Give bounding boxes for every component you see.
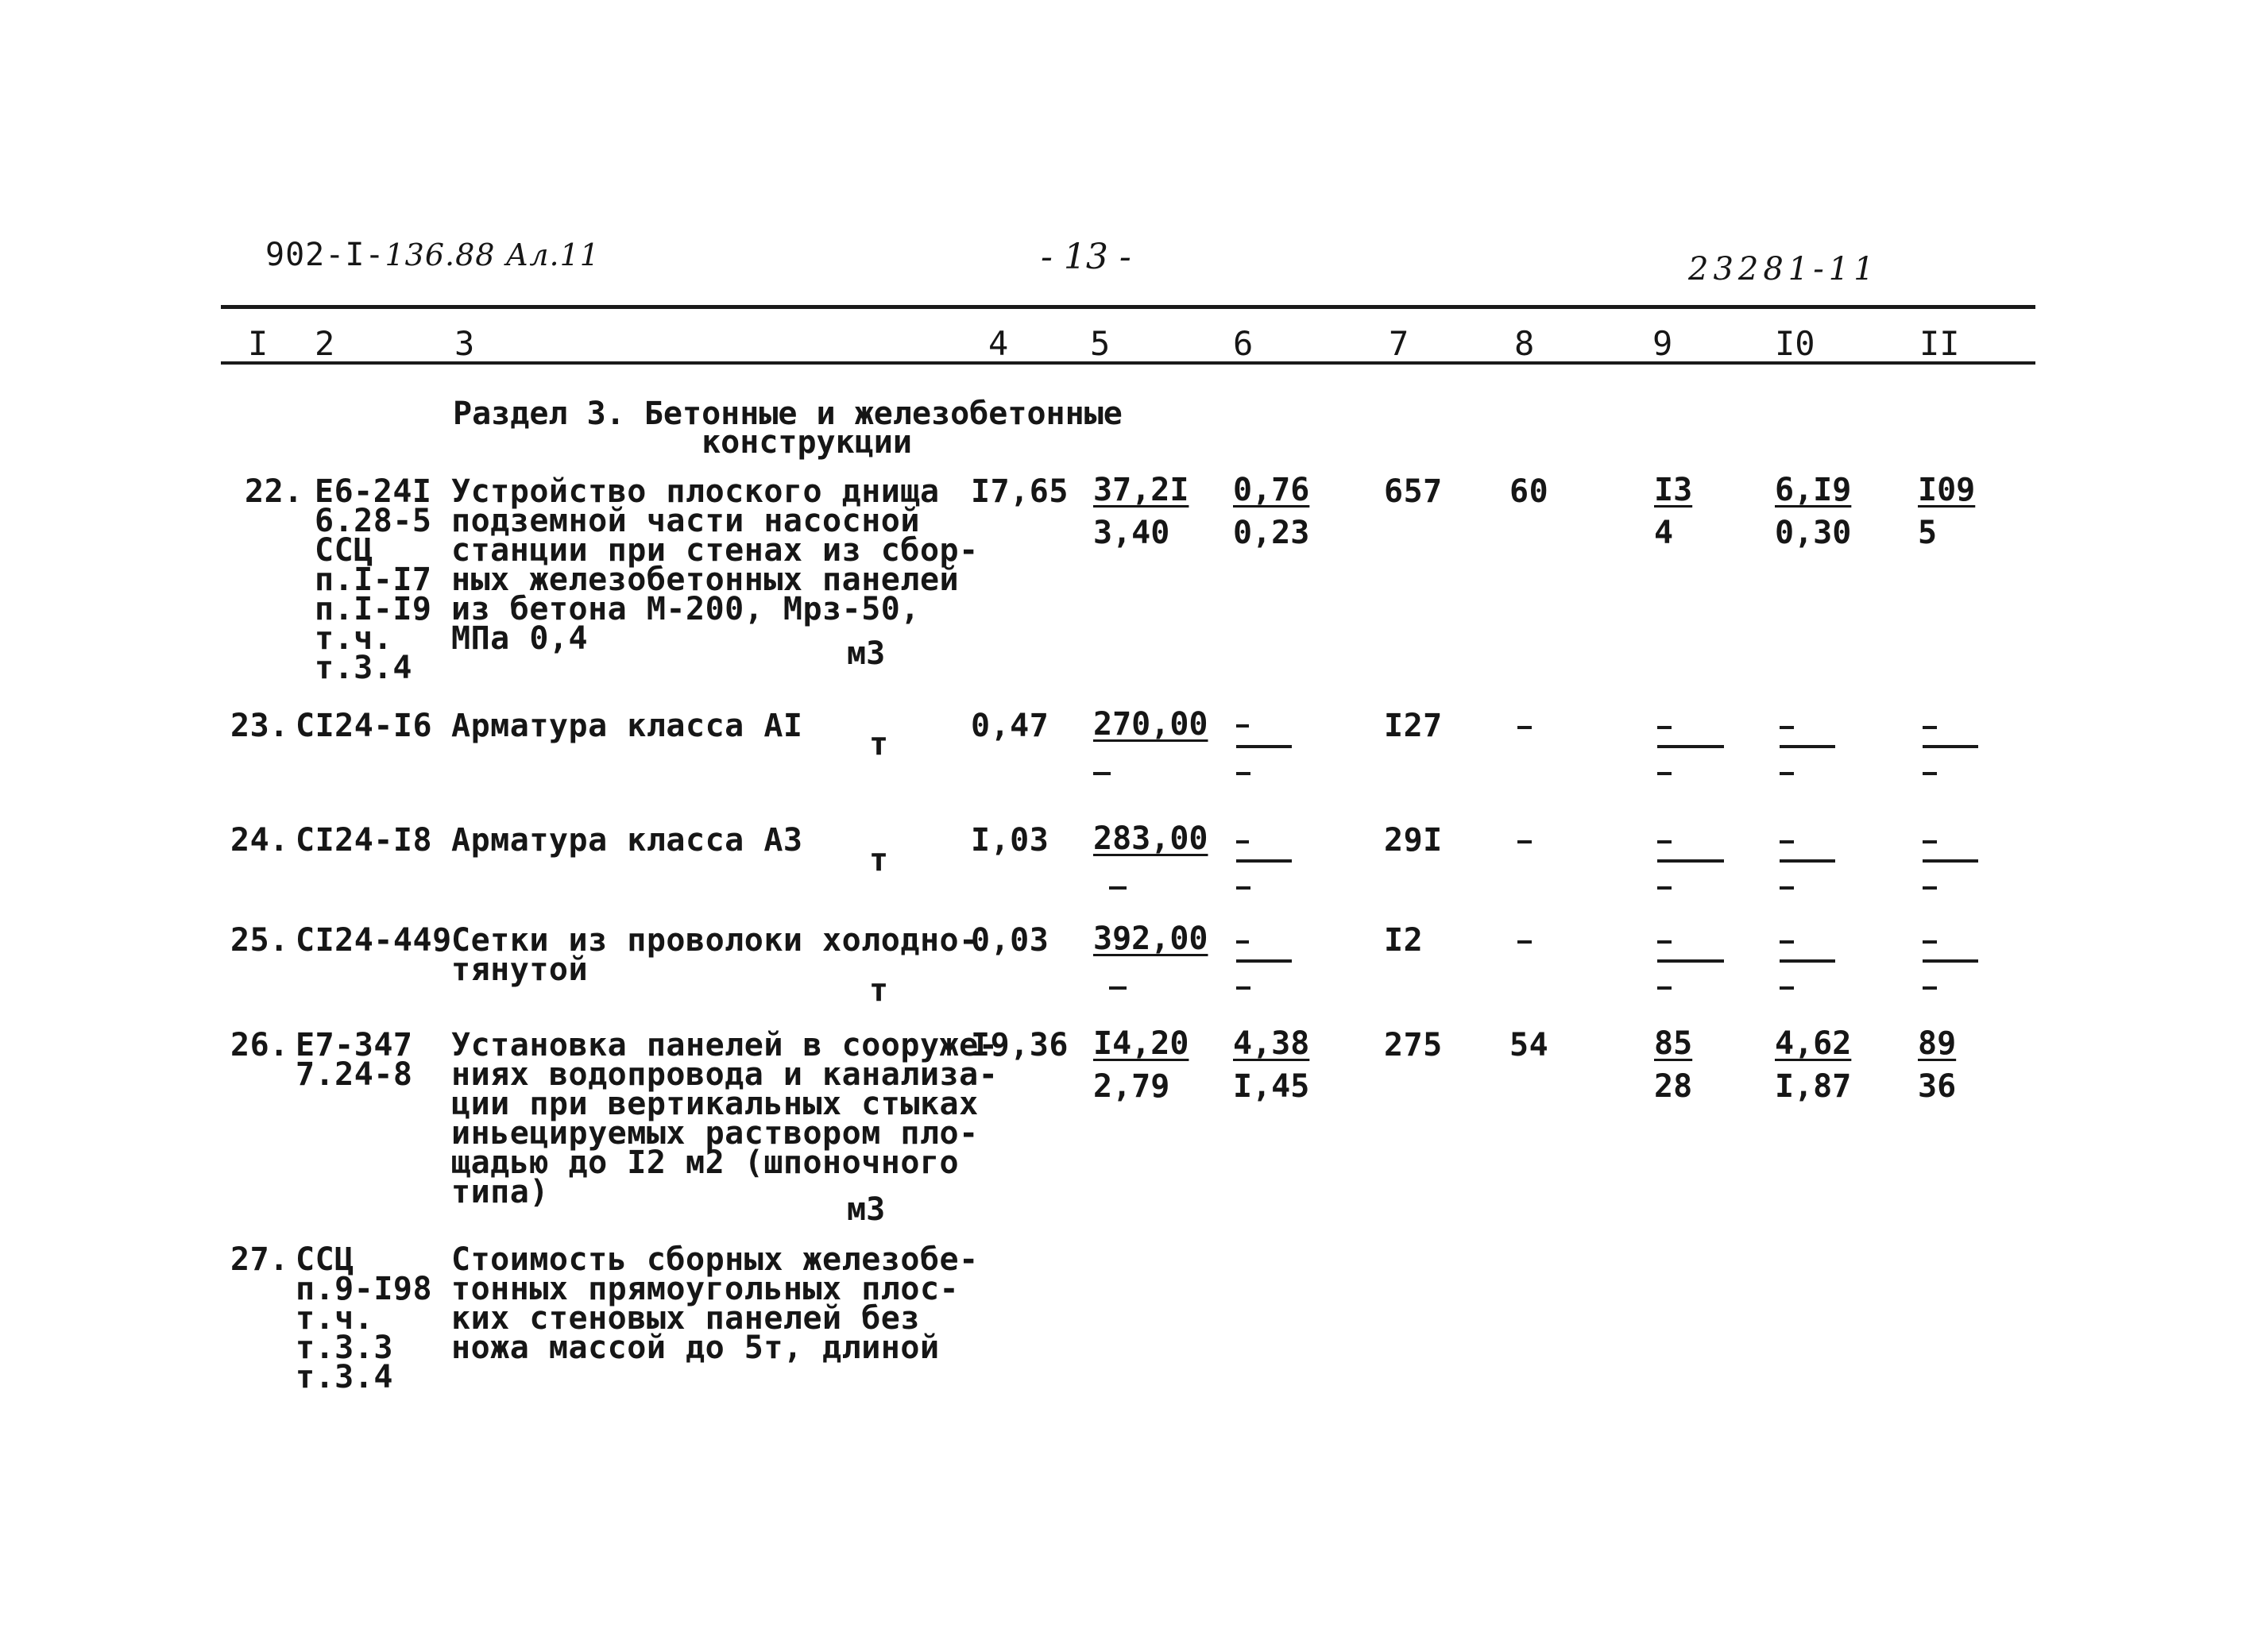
row-code: ССЦ п.9-I98 т.ч. т.3.3 т.3.4 [296,1241,433,1395]
row-code: СI24-I6 [296,708,433,744]
dash-mark [1780,959,1835,963]
cell-col5: 283,00 [1093,820,1208,857]
column-header-5: 5 [1090,324,1111,363]
column-header-1: I [248,324,269,363]
cell-col5: 270,00 [1093,706,1208,743]
cell-col9: $\frac{85}{28}$ [1654,1025,1693,1105]
cell-col11: $\frac{89}{36}$ [1918,1025,1957,1105]
row-number: 22. [245,473,303,510]
dash-mark [1517,726,1532,729]
dash-mark [1657,745,1724,748]
cell-col5: $\frac{37,2I}{3,40}$ [1093,472,1189,551]
section-title: Раздел 3. Бетонные и железобетонные конструкции [453,396,1123,461]
column-header-8: 8 [1514,324,1535,363]
row-number: 25. [230,922,289,959]
dash-mark [1780,840,1794,843]
column-header-7: 7 [1389,324,1409,363]
dash-mark [1236,840,1249,843]
dash-mark [1109,986,1127,990]
cell-col10: $\frac{4,62}{I,87}$ [1775,1025,1852,1105]
dash-mark [1657,940,1672,944]
registration-number: 23281-11 [1688,251,1879,288]
row-description: Установка панелей в сооруже- ниях водопровода и канализа- ции при вертикальных стыках иньецируемых раствором пло- щадью до I2 м2 (шпоночного типа) [451,1027,999,1210]
dash-mark [1517,940,1532,944]
cell-col4: I7,65 [971,473,1069,510]
dash-mark [1236,959,1292,963]
dash-mark [1923,726,1937,729]
document-code-handwritten: 136.88 Ал.11 [385,237,600,272]
dash-mark [1780,726,1794,729]
dash-mark [1236,986,1250,990]
cell-col4: I,03 [971,822,1049,859]
row-code: Е6-24I 6.28-5 ССЦ п.I-I7 п.I-I9 т.ч. т.3.4 [315,473,432,686]
dash-mark [1657,859,1724,863]
cell-col8: 60 [1509,473,1549,510]
row-code: СI24-449 [296,922,452,959]
column-header-11: II [1919,324,1960,363]
cell-col8: 54 [1509,1027,1549,1063]
dash-mark [1780,772,1794,775]
dash-mark [1923,772,1937,775]
cell-col5: $\frac{I4,20}{2,79}$ [1093,1025,1189,1105]
row-unit: м3 [847,635,886,672]
column-header-10: I0 [1775,324,1815,363]
cell-col7: I2 [1384,922,1424,959]
column-header-9: 9 [1652,324,1673,363]
row-unit: т [869,726,889,762]
table-header-rule [221,361,2035,365]
dash-mark [1780,986,1794,990]
dash-mark [1657,840,1672,843]
row-unit: т [869,972,889,1009]
cell-col7: 29I [1384,822,1443,859]
row-number: 26. [230,1027,289,1063]
cell-col4: 0,03 [971,922,1049,959]
row-description: Сетки из проволоки холодно- тянутой [451,922,979,988]
dash-mark [1657,886,1672,890]
cell-col4: 0,47 [971,708,1049,744]
dash-mark [1517,840,1532,843]
cell-col6: $\frac{0,76}{0,23}$ [1233,472,1310,551]
row-number: 23. [230,708,289,744]
dash-mark [1780,745,1835,748]
dash-mark [1923,886,1937,890]
cell-col4: I9,36 [971,1027,1069,1063]
cell-col10: $\frac{6,I9}{0,30}$ [1775,472,1852,551]
document-code [265,237,600,273]
cell-col7: 275 [1384,1027,1443,1063]
dash-mark [1923,986,1937,990]
row-code: СI24-I8 [296,822,433,859]
dash-mark [1093,772,1111,775]
cell-col11: $\frac{I09}{5}$ [1918,472,1976,551]
row-unit: т [869,842,889,878]
dash-mark [1923,840,1937,843]
dash-mark [1236,724,1249,728]
dash-mark [1236,745,1292,748]
document-code-printed: 902-I- [265,237,385,273]
dash-mark [1236,886,1250,890]
column-header-4: 4 [988,324,1009,363]
column-header-3: 3 [454,324,475,363]
cell-col6: $\frac{4,38}{I,45}$ [1233,1025,1310,1105]
table-top-rule [221,305,2035,309]
dash-mark [1923,959,1978,963]
dash-mark [1657,959,1724,963]
dash-mark [1236,772,1250,775]
dash-mark [1657,726,1672,729]
page-number: - 13 - [1041,237,1131,277]
dash-mark [1657,986,1672,990]
cell-col5: 392,00 [1093,921,1208,957]
dash-mark [1780,940,1794,944]
dash-mark [1780,886,1794,890]
column-header-2: 2 [315,324,335,363]
row-code: Е7-347 7.24-8 [296,1027,413,1093]
row-unit: м3 [847,1191,886,1228]
row-description: Стоимость сборных железобе- тонных прямоугольных плос- ких стеновых панелей без ножа массой до 5т, длиной [451,1241,979,1366]
dash-mark [1923,859,1978,863]
row-description: Арматура класса А3 [451,822,803,859]
cell-col7: I27 [1384,708,1443,744]
cell-col9: $\frac{I3}{4}$ [1654,472,1693,551]
row-description: Устройство плоского днища подземной части насосной станции при стенах из сбор- ных железобетонных панелей из бетона М-200, Мрз-50, МПа 0,4 [451,473,979,657]
cell-col7: 657 [1384,473,1443,510]
dash-mark [1109,886,1127,890]
dash-mark [1780,859,1835,863]
dash-mark [1236,859,1292,863]
column-header-6: 6 [1233,324,1254,363]
row-number: 27. [230,1241,289,1278]
row-number: 24. [230,822,289,859]
dash-mark [1923,940,1937,944]
dash-mark [1923,745,1978,748]
dash-mark [1657,772,1672,775]
dash-mark [1236,940,1249,944]
row-description: Арматура класса АI [451,708,803,744]
